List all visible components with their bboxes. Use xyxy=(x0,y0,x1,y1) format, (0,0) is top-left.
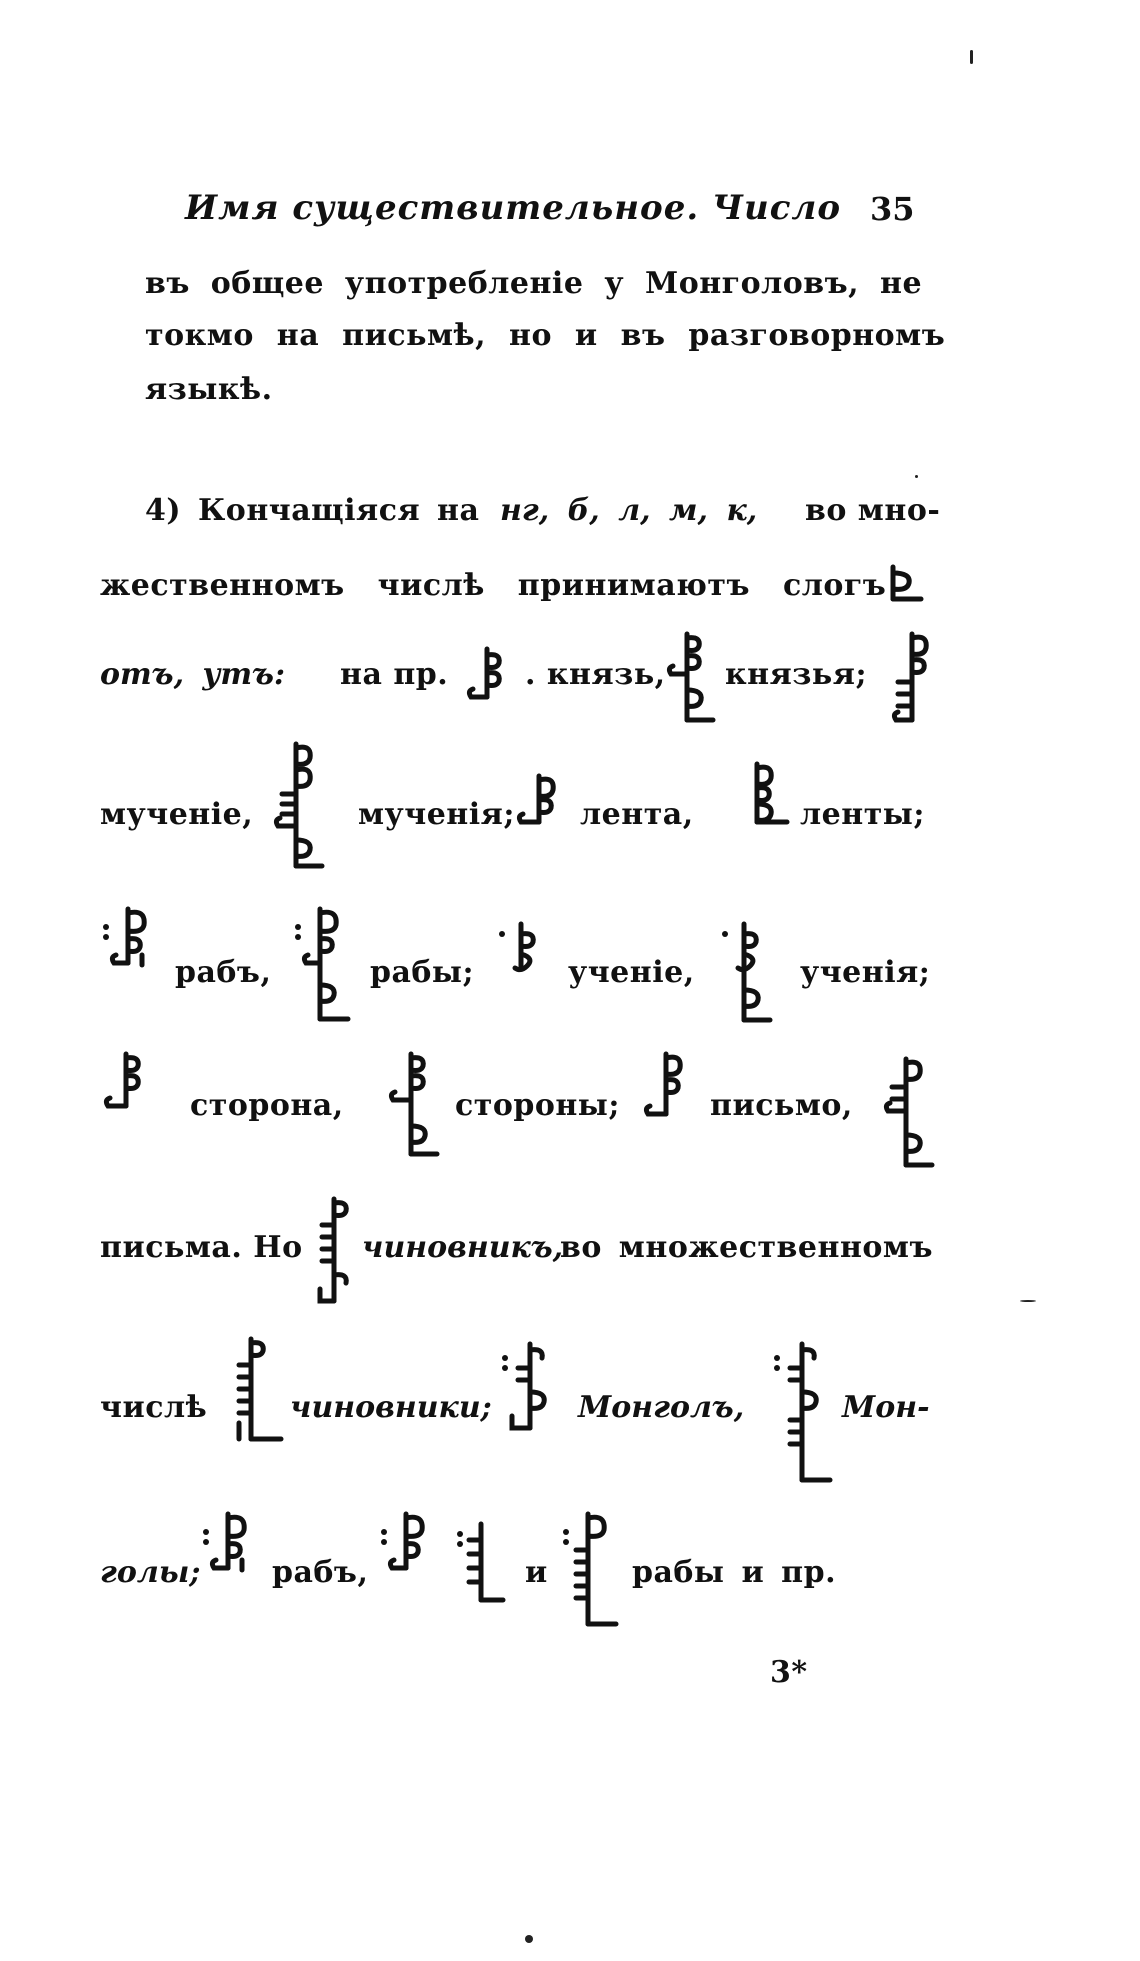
text-line-2: токмо на письмѣ, но и въ разговорномъ xyxy=(145,318,946,353)
running-title: Имя существительное. Число xyxy=(185,188,842,228)
text-mongol: Монголъ, xyxy=(578,1390,745,1425)
text-line-3: языкѣ. xyxy=(145,372,273,407)
mongolian-ucheniya-icon xyxy=(720,920,775,1030)
mongolian-mongoly-icon xyxy=(772,1340,832,1490)
mongolian-chinovniki-icon xyxy=(225,1335,285,1450)
text-rab: рабъ, xyxy=(175,955,272,990)
mongolian-lenty-icon xyxy=(735,760,795,840)
mongolian-raby-icon xyxy=(292,905,352,1030)
mongolian-uchenie-icon xyxy=(497,920,547,980)
mongolian-mongol-icon xyxy=(500,1340,560,1440)
text-mon-hyphen: Мон- xyxy=(842,1390,930,1425)
text-knyaz: . князь, xyxy=(525,657,666,692)
text-uchenie: ученіе, xyxy=(568,955,695,990)
text-na-pr: на пр. xyxy=(340,657,449,692)
speck xyxy=(1020,1300,1036,1302)
mongolian-rab-3-icon xyxy=(378,1510,438,1580)
speck xyxy=(915,475,918,478)
mongolian-storony-icon xyxy=(385,1050,440,1165)
mongolian-rab-variant-icon xyxy=(455,1520,505,1610)
mongolian-knyaz-icon xyxy=(465,645,505,705)
mongolian-muchenie-plural-start-icon xyxy=(890,630,940,730)
speck xyxy=(970,50,973,64)
mongolian-pismo-icon xyxy=(640,1050,690,1125)
mongolian-storona-icon xyxy=(100,1050,150,1115)
text-pismo: письмо, xyxy=(710,1088,853,1123)
text-raby-i-pr: рабы и пр. xyxy=(632,1555,837,1590)
rule-4-endings: нг, б, л, м, к, xyxy=(500,493,758,528)
mongolian-lenta-icon xyxy=(515,772,565,832)
text-muchenie: мученіе, xyxy=(100,797,254,832)
text-chinovniki: чиновники; xyxy=(290,1390,492,1425)
mongolian-raby-2-icon xyxy=(560,1510,620,1635)
rule-4-lead: 4) Кончащіяся на xyxy=(145,493,480,528)
text-mucheniya: мученія; xyxy=(358,797,515,832)
text-ucheniya: ученія; xyxy=(800,955,931,990)
text-vo-mnozhestvennom: во множественномъ xyxy=(560,1230,933,1265)
text-chinovnik: чиновникъ, xyxy=(362,1230,564,1265)
text-lenty: ленты; xyxy=(800,797,925,832)
text-storona: сторона, xyxy=(190,1088,344,1123)
text-goly: голы; xyxy=(100,1555,201,1590)
text-raby: рабы; xyxy=(370,955,475,990)
text-chisle: числѣ xyxy=(100,1390,208,1425)
suffix-ot-ut: отъ, утъ: xyxy=(100,657,286,692)
mongolian-ot-icon xyxy=(885,565,925,605)
mongolian-pisma-icon xyxy=(880,1055,935,1175)
mongolian-chinovnik-icon xyxy=(310,1195,360,1310)
speck xyxy=(525,1935,533,1943)
text-lenta: лента, xyxy=(580,797,694,832)
mongolian-rab-2-icon xyxy=(200,1510,260,1580)
text-line-r2: жественномъ числѣ принимаютъ слогъ xyxy=(100,568,887,603)
page-number: 35 xyxy=(870,190,915,228)
rule-4-tail: во мно- xyxy=(805,493,941,528)
mongolian-muchenie-icon xyxy=(270,740,325,875)
text-i: и xyxy=(525,1555,548,1590)
mongolian-knyazya-icon xyxy=(665,630,715,730)
text-storony: стороны; xyxy=(455,1088,620,1123)
mongolian-rab-icon xyxy=(100,905,160,975)
signature-mark: 3* xyxy=(770,1655,808,1690)
text-pisma-no: письма. Но xyxy=(100,1230,303,1265)
text-rab-2: рабъ, xyxy=(272,1555,369,1590)
text-line-1: въ общее употребленіе у Монголовъ, не xyxy=(145,266,923,301)
text-knyazya: князья; xyxy=(725,657,868,692)
